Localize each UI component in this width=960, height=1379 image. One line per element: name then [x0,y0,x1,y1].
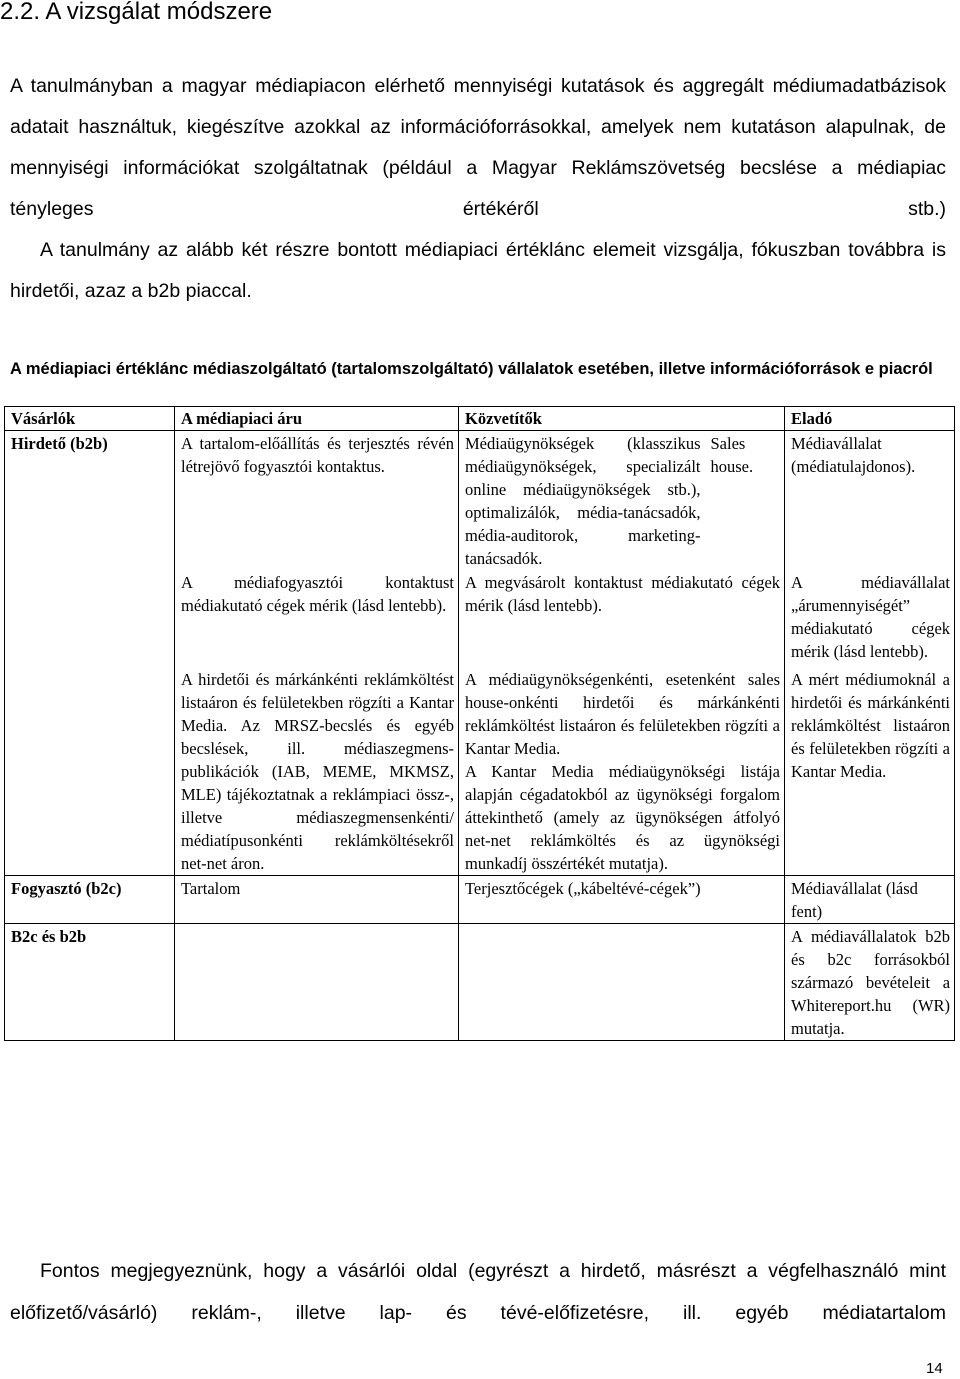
seller-whitereport: A médiavállalatok b2b és b2c forrásokból származó bevételeit a Whitereport.hu (WR) mutatja. [785,924,955,1041]
header-buyers: Vásárlók [5,407,175,431]
table-row [5,924,955,1041]
paragraph-note: Fontos megjegyeznünk, hogy a vásárlói oldal (egyrészt a hirdető, másrészt a végfelhasználó mint előfizető/vásárló) reklám-, illetve lap- és tévé-előfizetésre, ill. egyéb médiatartalom [10,1260,946,1324]
goods-adspend: A hirdetői és márkánkénti reklámköltést listaáron és felületekben rögzíti a Kantar Media. Az MRSZ-becslés és egyéb becslések, ill. médiaszegmens-publikációk (IAB, MEME, MKMSZ, MLE) tájékoztatnak a reklámpiaci össz-, illetve médiaszegmensenkénti/ médiatípusonkénti reklámköltésekről net-net áron. [175,667,459,876]
page-number: 14 [926,1360,943,1377]
intermediaries-adspend-listprice: A médiaügynökségenkénti, esetenként sales house-onkénti hirdetői és márkánkénti reklámköltést listaáron és felületekben rögzíti a Kantar Media. [465,670,781,758]
table-row [5,431,955,571]
goods-contact: A tartalom-előállítás és terjesztés révén létrejövő fogyasztói kontaktus. [175,431,459,571]
seller-media-company: Médiavállalat (médiatulajdonos). [785,431,955,571]
buyer-consumer: Fogyasztó (b2c) [5,876,175,924]
value-chain-table [4,406,955,1041]
table-row [5,876,955,924]
seller-media-company-ref: Médiavállalat (lásd fent) [785,876,955,924]
header-seller: Eladó [785,407,955,431]
paragraph-intro: A tanulmányban a magyar médiapiacon elérhető mennyiségi kutatások és aggregált médiumadatbázisok adatait használtuk, kiegészítve azokkal az információforrásokkal, amelyek nem kutatáson alapulnak, de mennyiségi információkat szolgáltatnak (például a Magyar Reklámszövetség becslése a médiapiac tényleges értékéről stb.) [10,75,946,220]
sales-house: Sales house. [705,431,785,571]
paragraph-scope: A tanulmány az alább két részre bontott médiapiaci értéklánc elemeit vizsgálja, fókuszban továbbra is hirdetői, azaz a b2b piaccal. [10,239,946,302]
header-intermediaries: Közvetítők [459,407,785,431]
goods-empty [175,924,459,1041]
intermediaries-distributors: Terjesztőcégek („kábeltévé-cégek”) [459,876,785,924]
seller-measurement: A médiavállalat „árumennyiségét” médiakutató cégek mérik (lásd lentebb). [785,570,955,667]
intermediaries-agencies: Médiaügynökségek (klasszikus médiaügynökségek, specializált online médiaügynökségek stb.), optimalizálók, média-tanácsadók, média-auditorok, marketing-tanácsadók. [459,431,705,571]
goods-content: Tartalom [175,876,459,924]
seller-adspend: A mért médiumoknál a hirdetői és márkánkénti reklámköltést listaáron és felületekben rögzíti a Kantar Media. [785,667,955,876]
goods-measurement: A médiafogyasztói kontaktust médiakutató cégek mérik (lásd lentebb). [175,570,459,667]
intermediaries-empty [459,924,785,1041]
intermediaries-agency-list: A Kantar Media médiaügynökségi listája alapján cégadatokból az ügynökségi forgalom áttekinthető (amely az ügynökségen átfolyó net-net reklámköltés és az ügynökségi munkadíj összértékét mutatja). [465,762,781,873]
buyer-b2c-b2b: B2c és b2b [5,924,175,1041]
header-goods: A médiapiaci áru [175,407,459,431]
intermediaries-adspend [459,667,785,876]
table-header-row [5,407,955,431]
table-caption: A médiapiaci értéklánc médiaszolgáltató (tartalomszolgáltató) vállalatok esetében, illetve információforrások e piacról [10,360,933,378]
buyer-advertiser: Hirdető (b2b) [5,431,175,876]
section-heading: 2.2. A vizsgálat módszere [0,0,273,25]
intermediaries-measurement: A megvásárolt kontaktust médiakutató cégek mérik (lásd lentebb). [459,570,785,667]
